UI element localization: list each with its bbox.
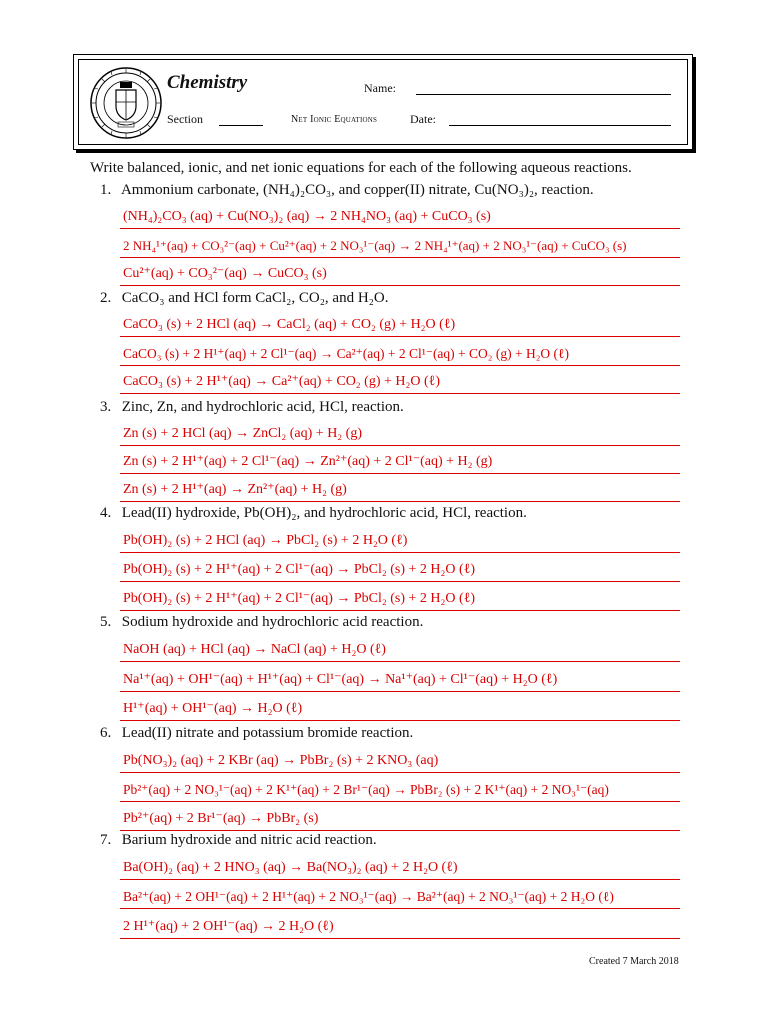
answer-text: Pb(OH)₂ (s) + 2 H¹⁺(aq) + 2 Cl¹⁻(aq) → PbCl₂ (s) + 2 H₂O (ℓ): [123, 591, 476, 606]
question-text: Lead(II) nitrate and potassium bromide reaction.: [121, 725, 414, 741]
answer-text: Pb(OH)₂ (s) + 2 H¹⁺(aq) + 2 Cl¹⁻(aq) → PbCl₂ (s) + 2 H₂O (ℓ): [123, 562, 476, 577]
answer-text: Zn (s) + 2 H¹⁺(aq) + 2 Cl¹⁻(aq) → Zn²⁺(aq) + 2 Cl¹⁻(aq) + H₂ (g): [123, 454, 493, 469]
section-field[interactable]: [219, 125, 263, 126]
question-number: 7.: [100, 832, 112, 848]
answer-text: Ba²⁺(aq) + 2 OH¹⁻(aq) + 2 H¹⁺(aq) + 2 NO₃¹⁻(aq) → Ba²⁺(aq) + 2 NO₃¹⁻(aq) + 2 H₂O (ℓ): [123, 889, 614, 904]
answer-line: [120, 700, 680, 721]
answer-line: [120, 859, 680, 880]
question-number: 2.: [100, 290, 112, 306]
answer-text: CaCO₃ (s) + 2 H¹⁺(aq) + 2 Cl¹⁻(aq) → Ca²⁺(aq) + 2 Cl¹⁻(aq) + CO₂ (g) + H₂O (ℓ): [123, 346, 570, 361]
question-number: 5.: [100, 614, 112, 630]
answer-text: Zn (s) + 2 H¹⁺(aq) → Zn²⁺(aq) + H₂ (g): [123, 482, 347, 497]
answer-line: [120, 237, 680, 258]
name-label: Name:: [364, 81, 396, 95]
answer-text: CaCO₃ (s) + 2 H¹⁺(aq) → Ca²⁺(aq) + CO₂ (g) + H₂O (ℓ): [123, 374, 441, 389]
date-label: Date:: [410, 112, 436, 126]
instructions: Write balanced, ionic, and net ionic equations for each of the following aqueous reactions.: [90, 160, 632, 176]
created-date: Created 7 March 2018: [589, 956, 679, 967]
answer-line: [120, 810, 680, 831]
question-2: [100, 290, 388, 307]
worksheet-subtitle: Net Ionic Equations: [291, 114, 378, 125]
answer-line: [120, 265, 680, 286]
answer-line: [120, 752, 680, 773]
answer-text: Pb²⁺(aq) + 2 NO₃¹⁻(aq) + 2 K¹⁺(aq) + 2 Br¹⁻(aq) → PbBr₂ (s) + 2 K¹⁺(aq) + 2 NO₃¹⁻(aq): [123, 782, 609, 797]
course-title: Chemistry: [167, 72, 248, 93]
section-label: Section: [167, 112, 203, 126]
question-1: [100, 182, 594, 199]
answer-line: [120, 918, 680, 939]
answer-text: NaOH (aq) + HCl (aq) → NaCl (aq) + H₂O (ℓ): [123, 642, 386, 657]
answer-line: [120, 561, 680, 582]
answer-line: [120, 208, 680, 229]
answer-text: Pb(NO₃)₂ (aq) + 2 KBr (aq) → PbBr₂ (s) + 2 KNO₃ (aq): [123, 753, 439, 768]
name-field[interactable]: [416, 94, 671, 95]
answer-text: Pb(OH)₂ (s) + 2 HCl (aq) → PbCl₂ (s) + 2 H₂O (ℓ): [123, 533, 408, 548]
answer-line: [120, 590, 680, 611]
answer-text: Cu²⁺(aq) + CO₃²⁻(aq) → CuCO₃ (s): [123, 266, 327, 281]
answer-text: 2 H¹⁺(aq) + 2 OH¹⁻(aq) → 2 H₂O (ℓ): [123, 919, 334, 934]
answer-line: [120, 316, 680, 337]
answer-line: [120, 373, 680, 394]
question-text: Sodium hydroxide and hydrochloric acid reaction.: [121, 614, 424, 630]
question-text: Lead(II) hydroxide, Pb(OH)₂, and hydrochloric acid, HCl, reaction.: [121, 505, 527, 521]
worksheet-header: [73, 54, 693, 150]
answer-line: [120, 888, 680, 909]
answer-line: [120, 345, 680, 366]
answer-text: CaCO₃ (s) + 2 HCl (aq) → CaCl₂ (aq) + CO₂ (g) + H₂O (ℓ): [123, 317, 456, 332]
answer-line: [120, 781, 680, 802]
question-number: 6.: [100, 725, 112, 741]
question-3: [100, 399, 404, 416]
question-text: Zinc, Zn, and hydrochloric acid, HCl, reaction.: [121, 399, 404, 415]
question-4: [100, 505, 527, 522]
answer-text: (NH₄)₂CO₃ (aq) + Cu(NO₃)₂ (aq) → 2 NH₄NO₃ (aq) + CuCO₃ (s): [123, 209, 491, 224]
question-5: [100, 614, 423, 631]
answer-text: Pb²⁺(aq) + 2 Br¹⁻(aq) → PbBr₂ (s): [123, 811, 319, 826]
answer-text: Na¹⁺(aq) + OH¹⁻(aq) + H¹⁺(aq) + Cl¹⁻(aq) → Na¹⁺(aq) + Cl¹⁻(aq) + H₂O (ℓ): [123, 672, 558, 687]
answer-line: [120, 425, 680, 446]
question-number: 1.: [100, 182, 112, 198]
school-seal-icon: [89, 66, 163, 140]
question-number: 4.: [100, 505, 112, 521]
question-text: Barium hydroxide and nitric acid reaction.: [121, 832, 377, 848]
answer-line: [120, 641, 680, 662]
answer-line: [120, 532, 680, 553]
question-text: CaCO₃ and HCl form CaCl₂, CO₂, and H₂O.: [121, 290, 389, 306]
question-7: [100, 832, 377, 849]
answer-text: Ba(OH)₂ (aq) + 2 HNO₃ (aq) → Ba(NO₃)₂ (aq) + 2 H₂O (ℓ): [123, 860, 458, 875]
question-number: 3.: [100, 399, 112, 415]
header-inner-border: [78, 59, 688, 145]
answer-line: [120, 453, 680, 474]
question-6: [100, 725, 413, 742]
date-field[interactable]: [449, 125, 671, 126]
answer-text: H¹⁺(aq) + OH¹⁻(aq) → H₂O (ℓ): [123, 701, 303, 716]
question-text: Ammonium carbonate, (NH₄)₂CO₃, and copper(II) nitrate, Cu(NO₃)₂, reaction.: [120, 182, 594, 198]
answer-text: Zn (s) + 2 HCl (aq) → ZnCl₂ (aq) + H₂ (g): [123, 426, 363, 441]
answer-line: [120, 481, 680, 502]
answer-text: 2 NH₄¹⁺(aq) + CO₃²⁻(aq) + Cu²⁺(aq) + 2 NO₃¹⁻(aq) → 2 NH₄¹⁺(aq) + 2 NO₃¹⁻(aq) + CuCO₃ (s): [123, 238, 627, 253]
answer-line: [120, 671, 680, 692]
